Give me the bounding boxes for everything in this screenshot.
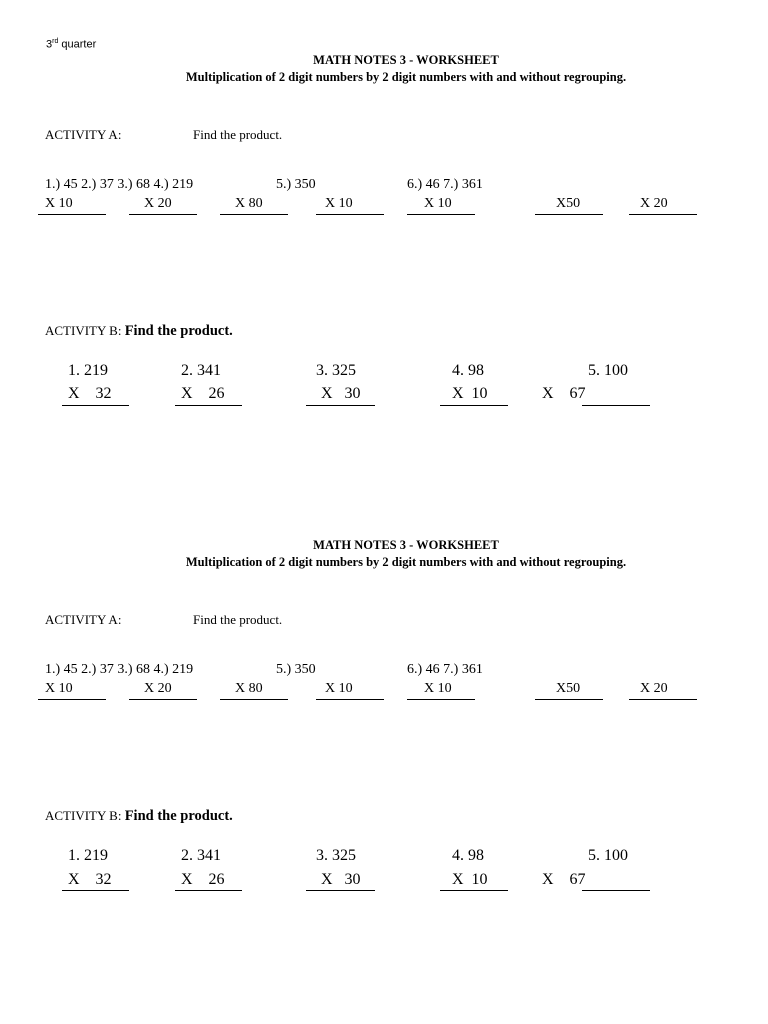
activity-a-problems-part-2: 5.) 350	[276, 177, 316, 192]
multiplier-b-3: X 30	[321, 871, 361, 888]
answer-line	[129, 699, 197, 700]
answer-line	[38, 699, 106, 700]
activity-a-label: ACTIVITY A:	[45, 127, 122, 142]
answer-line	[306, 890, 375, 891]
answer-line	[440, 890, 508, 891]
multiplier-6: X50	[556, 681, 581, 696]
problem-b-5: 5. 100	[588, 362, 628, 379]
activity-a-problems-part-3: 6.) 46 7.) 361	[407, 662, 483, 677]
problem-b-1: 1. 219	[68, 847, 108, 864]
answer-line	[316, 214, 384, 215]
activity-a-instruction: Find the product.	[193, 612, 283, 627]
answer-line	[62, 405, 129, 406]
problem-b-2: 2. 341	[181, 847, 221, 864]
multiplier-2: X 20	[144, 681, 172, 696]
answer-line	[629, 699, 697, 700]
answer-line	[535, 214, 603, 215]
multiplier-6: X50	[556, 196, 581, 211]
answer-line	[175, 405, 242, 406]
worksheet-subtitle: Multiplication of 2 digit numbers by 2 digit numbers with and without regrouping.	[185, 70, 627, 84]
activity-b-label: ACTIVITY B: Find the product.	[45, 808, 233, 824]
answer-line	[129, 214, 197, 215]
answer-line	[220, 214, 288, 215]
multiplier-b-2: X 26	[181, 385, 225, 402]
multiplier-1: X 10	[45, 681, 73, 696]
worksheet-title: MATH NOTES 3 - WORKSHEET	[313, 538, 499, 552]
multiplier-b-2: X 26	[181, 871, 225, 888]
multiplier-b-5: X 67	[542, 871, 586, 888]
multiplier-3: X 80	[235, 681, 263, 696]
multiplier-5: X 10	[424, 196, 452, 211]
answer-line	[220, 699, 288, 700]
multiplier-3: X 80	[235, 196, 263, 211]
activity-a-problems-part-1: 1.) 45 2.) 37 3.) 68 4.) 219	[45, 177, 194, 192]
answer-line	[38, 214, 106, 215]
activity-b-label: ACTIVITY B: Find the product.	[45, 323, 233, 339]
worksheet-title: MATH NOTES 3 - WORKSHEET	[313, 53, 499, 67]
multiplier-4: X 10	[325, 196, 353, 211]
answer-line	[582, 890, 650, 891]
problem-b-4: 4. 98	[452, 362, 484, 379]
multiplier-1: X 10	[45, 196, 73, 211]
answer-line	[306, 405, 375, 406]
answer-line	[535, 699, 603, 700]
multiplier-b-3: X 30	[321, 385, 361, 402]
answer-line	[582, 405, 650, 406]
activity-a-instruction: Find the product.	[193, 127, 283, 142]
problem-b-3: 3. 325	[316, 847, 356, 864]
problem-b-3: 3. 325	[316, 362, 356, 379]
answer-line	[629, 214, 697, 215]
multiplier-b-1: X 32	[68, 385, 112, 402]
problem-b-2: 2. 341	[181, 362, 221, 379]
quarter-label: 3rd quarter	[46, 38, 97, 51]
multiplier-5: X 10	[424, 681, 452, 696]
answer-line	[440, 405, 508, 406]
problem-b-5: 5. 100	[588, 847, 628, 864]
multiplier-7: X 20	[640, 196, 668, 211]
worksheet-subtitle: Multiplication of 2 digit numbers by 2 digit numbers with and without regrouping.	[185, 555, 627, 569]
answer-line	[62, 890, 129, 891]
activity-a-label: ACTIVITY A:	[45, 612, 122, 627]
activity-a-problems-part-3: 6.) 46 7.) 361	[407, 177, 483, 192]
answer-line	[407, 214, 475, 215]
activity-a-problems-part-2: 5.) 350	[276, 662, 316, 677]
multiplier-b-5: X 67	[542, 385, 586, 402]
answer-line	[316, 699, 384, 700]
answer-line	[175, 890, 242, 891]
multiplier-7: X 20	[640, 681, 668, 696]
answer-line	[407, 699, 475, 700]
problem-b-4: 4. 98	[452, 847, 484, 864]
multiplier-b-4: X 10	[452, 871, 488, 888]
multiplier-b-1: X 32	[68, 871, 112, 888]
activity-a-problems-part-1: 1.) 45 2.) 37 3.) 68 4.) 219	[45, 662, 194, 677]
multiplier-4: X 10	[325, 681, 353, 696]
problem-b-1: 1. 219	[68, 362, 108, 379]
multiplier-b-4: X 10	[452, 385, 488, 402]
multiplier-2: X 20	[144, 196, 172, 211]
